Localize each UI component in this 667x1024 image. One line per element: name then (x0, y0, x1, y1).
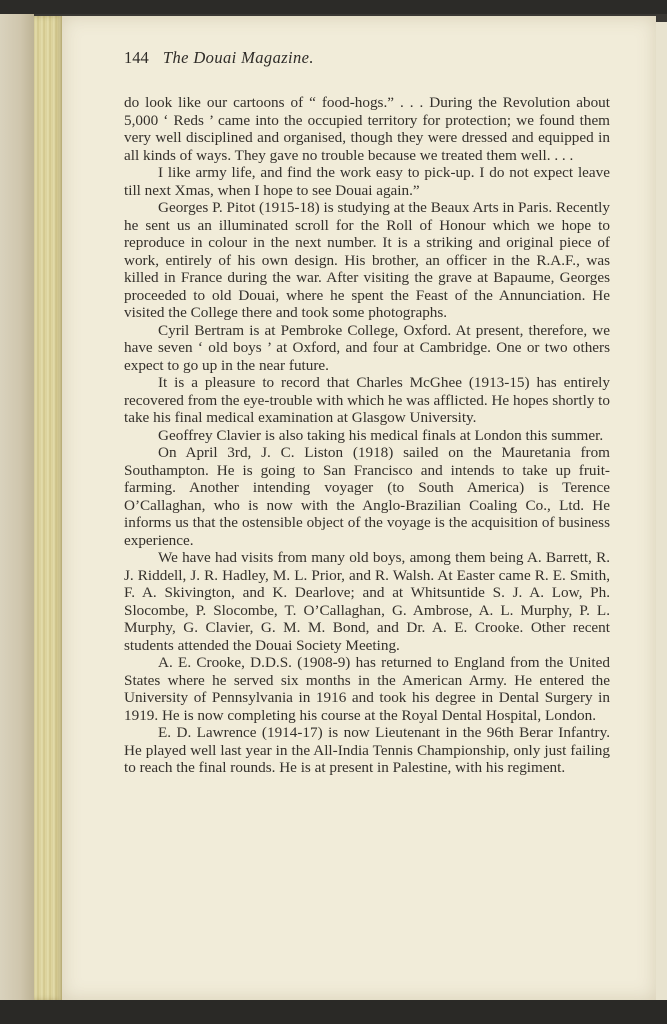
book-spine-gutter (34, 16, 62, 1000)
scan-border-bottom (0, 1000, 667, 1024)
page-number: 144 (124, 48, 149, 67)
paragraph: We have had visits from many old boys, among them being A. Barrett, R. J. Riddell, J. R. Hadley, M. L. Prior, and R. Walsh. At Easter came R. E. Smith, F. A. Skivington, and K. Dearlove; and at Whitsuntide S. J. A. Low, Ph. Slocombe, P. Slocombe, T. O’Callaghan, G. Ambrose, A. L. Murphy, P. L. Murphy, G. Clavier, G. M. M. Bond, and Dr. A. E. Crooke. Other recent students attended the Douai Society Meeting. (124, 549, 610, 654)
page-right-edge (656, 22, 667, 1000)
running-header (124, 48, 604, 78)
paragraph: On April 3rd, J. C. Liston (1918) sailed on the Mauretania from Southampton. He is going to San Francisco and intends to take up fruit-farming. Another intending voyager (to South America) is Terence O’Callaghan, who is now with the Anglo-Brazilian Coaling Co., Ltd. He informs us that the ostensible object of the voyage is the acquisition of business experience. (124, 444, 610, 549)
paragraph: E. D. Lawrence (1914-17) is now Lieutenant in the 96th Berar Infantry. He played well last year in the All-India Tennis Championship, only just failing to reach the final rounds. He is at present in Palestine, with his regiment. (124, 724, 610, 776)
scan-border-top (0, 0, 667, 14)
paragraph: I like army life, and find the work easy to pick-up. I do not expect leave till next Xmas, when I hope to see Douai again.” (124, 164, 610, 199)
paragraph: Cyril Bertram is at Pembroke College, Oxford. At present, therefore, we have seven ‘ old boys ’ at Oxford, and four at Cambridge. One or two others expect to go up in the near future. (124, 321, 610, 374)
paragraph: Geoffrey Clavier is also taking his medical finals at London this summer. (158, 426, 604, 444)
body-text (124, 94, 610, 777)
paragraph-continued: do look like our cartoons of “ food-hogs.” . . . During the Revolution about 5,000 ‘ Reds ’ came into the occupied territory for protection; we found them very well disciplined and organised, though they were dressed and equipped in all kinds of ways. They gave no trouble because we treated them well. . . . (124, 94, 610, 164)
running-title: The Douai Magazine. (162, 48, 314, 67)
paragraph: A. E. Crooke, D.D.S. (1908-9) has returned to England from the United States where he served six months in the American Army. He entered the University of Pennsylvania in 1916 and took his degree in Dental Surgery in 1919. He is now completing his course at the Royal Dental Hospital, London. (124, 654, 610, 724)
paragraph: Georges P. Pitot (1915-18) is studying at the Beaux Arts in Paris. Recently he sent us an illuminated scroll for the Roll of Honour which we hope to reproduce in colour in the next number. It is a striking and original piece of work, entirely of his own design. His brother, an officer in the R.A.F., was killed in France during the war. After visiting the grave at Bapaume, Georges proceeded to old Douai, where he spent the Feast of the Annunciation. He visited the College there and took some photographs. (124, 199, 610, 321)
scan-left-margin (0, 14, 34, 1000)
paragraph: It is a pleasure to record that Charles McGhee (1913-15) has entirely recovered from the eye-trouble with which he was afflicted. He hopes shortly to take his final medical examination at Glasgow University. (124, 374, 610, 426)
